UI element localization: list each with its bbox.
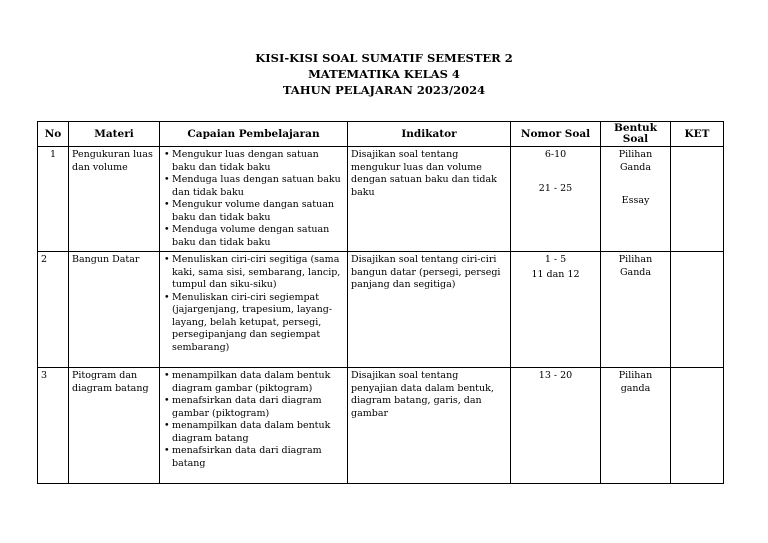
kisi-kisi-table <box>37 121 724 484</box>
header-capaian: Capaian Pembelajaran <box>160 122 348 147</box>
header-nomor-soal: Nomor Soal <box>511 122 601 147</box>
header-ket: KET <box>671 122 724 147</box>
row-indikator: Disajikan soal tentang ciri-ciri bangun datar (persegi, persegi panjang dan segitiga) <box>348 252 511 368</box>
row-capaian <box>160 368 348 484</box>
table-row <box>38 252 724 368</box>
row-capaian <box>160 252 348 368</box>
bentuk-soal-value: Essay <box>621 195 650 206</box>
row-nomor-soal <box>511 368 601 484</box>
list-item: • Menuliskan ciri-ciri segiempat (jajargenjang, trapesium, layang-layang, belah ketupat, persegi, persegipanjang dan segiempat sembarang) <box>163 292 344 355</box>
list-item: • Mengukur volume dangan satuan baku dan tidak baku <box>163 199 344 224</box>
table-row <box>38 368 724 484</box>
nomor-soal-value: 6-10 <box>544 149 567 160</box>
header-indikator: Indikator <box>348 122 511 147</box>
nomor-soal-value: 13 - 20 <box>538 370 573 381</box>
list-item: • Menduga volume dengan satuan baku dan tidak baku <box>163 224 344 249</box>
row-ket <box>671 147 724 252</box>
title-line-3: TAHUN PELAJARAN 2023/2024 <box>282 83 486 97</box>
list-item: • menampilkan data dalam bentuk diagram batang <box>163 420 344 445</box>
nomor-soal-value: 21 - 25 <box>538 182 573 194</box>
row-indikator: Disajikan soal tentang penyajian data dalam bentuk, diagram batang, garis, dan gambar <box>348 368 511 484</box>
list-item: • Menuliskan ciri-ciri segitiga (sama kaki, sama sisi, sembarang, lancip, tumpul dan siku-siku) <box>163 254 344 292</box>
row-materi: Bangun Datar <box>69 252 160 368</box>
row-no: 2 <box>38 252 69 368</box>
row-nomor-soal <box>511 252 601 368</box>
header-no: No <box>38 122 69 147</box>
row-materi: Pengukuran luas dan volume <box>69 147 160 252</box>
document-title <box>0 50 768 98</box>
list-item: • menampilkan data dalam bentuk diagram gambar (piktogram) <box>163 370 344 395</box>
bentuk-soal-value: Pilihan Ganda <box>618 149 653 173</box>
row-ket <box>671 368 724 484</box>
list-item: • Menduga luas dengan satuan baku dan tidak baku <box>163 174 344 199</box>
bentuk-soal-value: Pilihan Ganda <box>618 254 653 278</box>
header-row <box>38 122 724 147</box>
row-nomor-soal <box>511 147 601 252</box>
nomor-soal-value: 11 dan 12 <box>531 268 580 280</box>
row-indikator: Disajikan soal tentang mengukur luas dan volume dengan satuan baku dan tidak baku <box>348 147 511 252</box>
header-bentuk-soal: Bentuk Soal <box>601 122 671 147</box>
row-capaian <box>160 147 348 252</box>
list-item: • Mengukur luas dengan satuan baku dan tidak baku <box>163 149 344 174</box>
row-no: 1 <box>38 147 69 252</box>
row-bentuk-soal <box>601 252 671 368</box>
list-item: • menafsirkan data dari diagram gambar (piktogram) <box>163 395 344 420</box>
header-materi: Materi <box>69 122 160 147</box>
table-row <box>38 147 724 252</box>
row-ket <box>671 252 724 368</box>
row-bentuk-soal <box>601 368 671 484</box>
nomor-soal-value: 1 - 5 <box>544 254 567 265</box>
title-line-1: KISI-KISI SOAL SUMATIF SEMESTER 2 <box>255 51 513 65</box>
title-line-2: MATEMATIKA KELAS 4 <box>308 67 460 81</box>
row-bentuk-soal <box>601 147 671 252</box>
bentuk-soal-value: Pilihan ganda <box>618 370 653 394</box>
row-materi: Pitogram dan diagram batang <box>69 368 160 484</box>
list-item: • menafsirkan data dari diagram batang <box>163 445 344 470</box>
row-no: 3 <box>38 368 69 484</box>
